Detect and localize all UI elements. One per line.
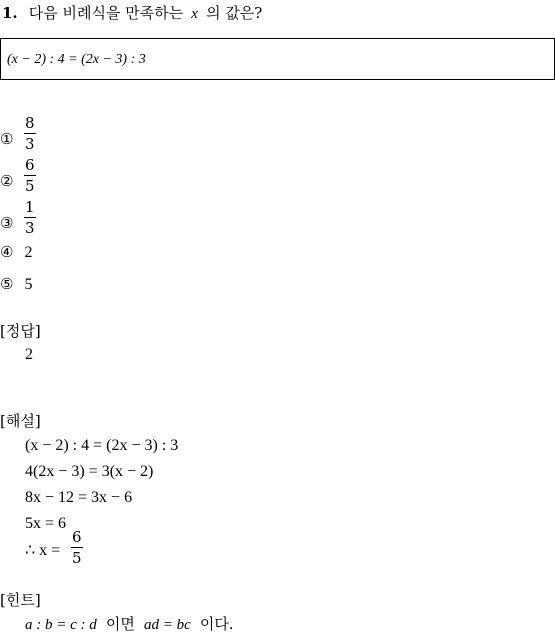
choice-mark: ⑤: [0, 275, 14, 293]
fraction-denominator: 3: [25, 135, 35, 153]
fraction-denominator: 5: [25, 177, 35, 195]
fraction-denominator: 5: [72, 549, 82, 567]
choice-mark: ①: [0, 130, 14, 148]
hint-expression-1: a : b = c : d: [25, 617, 97, 633]
equation-text: (x − 2) : 4 = (2x − 3) : 3: [7, 52, 146, 67]
solution-line-1: (x − 2) : 4 = (2x − 3) : 3: [25, 437, 179, 454]
fraction-denominator: 3: [25, 219, 35, 237]
choice-value: 5: [24, 276, 33, 293]
question-variable: x: [191, 6, 198, 22]
solution-line-2: 4(2x − 3) = 3(x − 2): [25, 463, 154, 480]
question-text-end: 의 값은?: [206, 4, 263, 22]
question: [2, 2, 262, 23]
hint-label: [힌트]: [0, 591, 41, 609]
fraction-numerator: 8: [25, 114, 35, 132]
choice-5[interactable]: [0, 274, 33, 294]
choice-mark: ④: [0, 243, 14, 261]
choice-fraction: [24, 200, 36, 236]
choice-mark: ③: [0, 214, 14, 232]
answer-value: 2: [25, 346, 33, 363]
equation-box: [0, 38, 555, 80]
solution-line-3: 8x − 12 = 3x − 6: [25, 489, 133, 506]
solution-final-prefix: ∴ x =: [25, 542, 61, 559]
fraction-numerator: 1: [25, 198, 35, 216]
hint-word-1: 이면: [105, 615, 135, 633]
question-text: 다음 비례식을 만족하는: [28, 4, 184, 22]
hint-expression-2: ad = bc: [143, 617, 191, 633]
fraction-numerator: 6: [25, 156, 35, 174]
choice-fraction: [24, 116, 36, 152]
choice-mark: ②: [0, 172, 14, 190]
choice-fraction: [24, 158, 36, 194]
fraction-numerator: 6: [72, 528, 82, 546]
choice-4[interactable]: [0, 242, 33, 262]
answer-label: [정답]: [0, 322, 41, 340]
choice-value: 2: [24, 244, 33, 261]
question-number: 1.: [2, 4, 18, 22]
solution-final-fraction: [71, 530, 83, 566]
solution-line-4: 5x = 6: [25, 515, 67, 532]
hint-word-2: 이다.: [199, 615, 234, 633]
solution-label: [해설]: [0, 412, 41, 430]
